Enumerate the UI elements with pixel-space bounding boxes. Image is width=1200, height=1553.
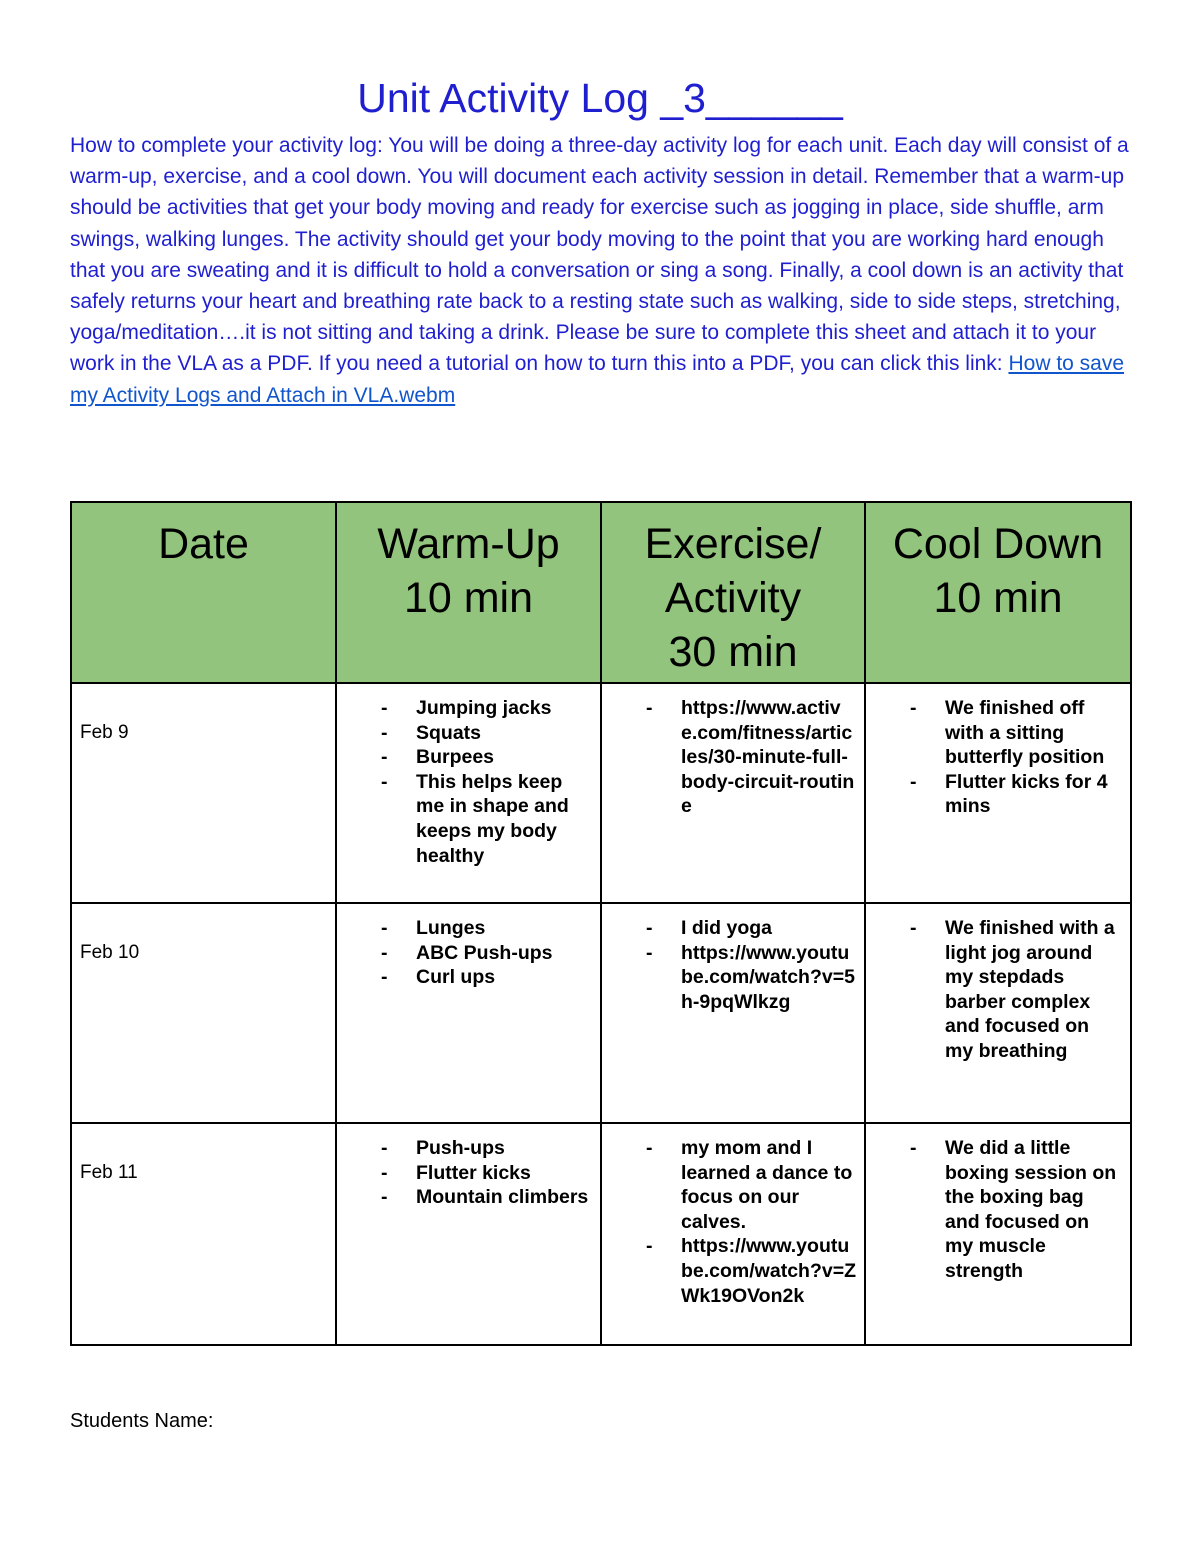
list-item: - We did a little boxing session on the boxing bag and focused on my muscle strength (874, 1136, 1122, 1284)
list-item: - https://www.active.com/fitness/articles/30-minute-full-body-circuit-routine (610, 696, 856, 819)
header-exercise-duration: 30 min (668, 628, 798, 676)
table-row (71, 683, 1131, 903)
table-row (71, 1123, 1131, 1345)
header-cooldown-title: Cool Down (892, 520, 1104, 568)
table-row (71, 903, 1131, 1123)
header-cooldown (865, 502, 1131, 683)
warmup-cell (336, 1123, 601, 1345)
exercise-cell (601, 1123, 865, 1345)
list-item: - This helps keep me in shape and keeps my body healthy (345, 770, 592, 868)
header-warmup-title: Warm-Up (377, 520, 560, 568)
list-item: - Squats (345, 721, 592, 746)
cooldown-cell (865, 683, 1131, 903)
cooldown-cell (865, 903, 1131, 1123)
date-cell: Feb 11 (71, 1123, 336, 1345)
list-item: - Burpees (345, 745, 592, 770)
header-warmup-duration: 10 min (403, 574, 534, 622)
list-item: - https://www.youtube.com/watch?v=5h-9pqWlkzg (610, 941, 856, 1015)
list-item: - Jumping jacks (345, 696, 592, 721)
header-cooldown-duration: 10 min (933, 574, 1063, 622)
list-item: - We finished with a light jog around my stepdads barber complex and focused on my breathing (874, 916, 1122, 1064)
list-item: - https://www.youtube.com/watch?v=ZWk19OVon2k (610, 1234, 856, 1308)
page-title: Unit Activity Log _3______ (357, 75, 843, 121)
list-item: - my mom and I learned a dance to focus on our calves. (610, 1136, 856, 1234)
instructions-text: How to complete your activity log: You will be doing a three-day activity log for each unit. Each day will consist of a warm-up, exercise, and a cool down. You will document each activity session in detail. Remember that a warm-up should be activities that get your body moving and ready for exercise such as jogging in place, side shuffle, arm swings, walking lunges. The activity should get your body moving to the point that you are working hard enough that you are sweating and it is difficult to hold a conversation or sing a song. Finally, a cool down is an activity that safely returns your heart and breathing rate back to a resting state such as walking, side to side steps, stretching, yoga/meditation….it is not sitting and taking a drink. Please be sure to complete this sheet and attach it to your work in the VLA as a PDF. If you need a tutorial on how to turn this into a PDF, you can click this link: (70, 134, 1129, 376)
activity-log-table (70, 501, 1132, 1346)
date-cell: Feb 9 (71, 683, 336, 903)
header-warmup (336, 502, 601, 683)
exercise-cell (601, 903, 865, 1123)
warmup-cell (336, 683, 601, 903)
list-item: - I did yoga (610, 916, 856, 941)
list-item: - Flutter kicks for 4 mins (874, 770, 1122, 819)
header-exercise-title: Exercise/ (644, 520, 822, 568)
list-item: - Mountain climbers (345, 1185, 592, 1210)
header-exercise (601, 502, 865, 683)
list-item: - Push-ups (345, 1136, 592, 1161)
date-cell: Feb 10 (71, 903, 336, 1123)
list-item: - ABC Push-ups (345, 941, 592, 966)
list-item: - Curl ups (345, 965, 592, 990)
header-date (71, 502, 336, 683)
cooldown-cell (865, 1123, 1131, 1345)
list-item: - We finished off with a sitting butterfly position (874, 696, 1122, 770)
tutorial-link[interactable]: How to save my Activity Logs and Attach in VLA.webm (70, 352, 1125, 407)
list-item: - Flutter kicks (345, 1161, 592, 1186)
student-name-label: Students Name: (70, 1410, 214, 1432)
instructions-paragraph (70, 130, 1140, 411)
header-exercise-subtitle: Activity (664, 574, 802, 622)
list-item: - Lunges (345, 916, 592, 941)
header-date-label: Date (158, 520, 249, 568)
warmup-cell (336, 903, 601, 1123)
table-header-row (71, 502, 1131, 683)
exercise-cell (601, 683, 865, 903)
